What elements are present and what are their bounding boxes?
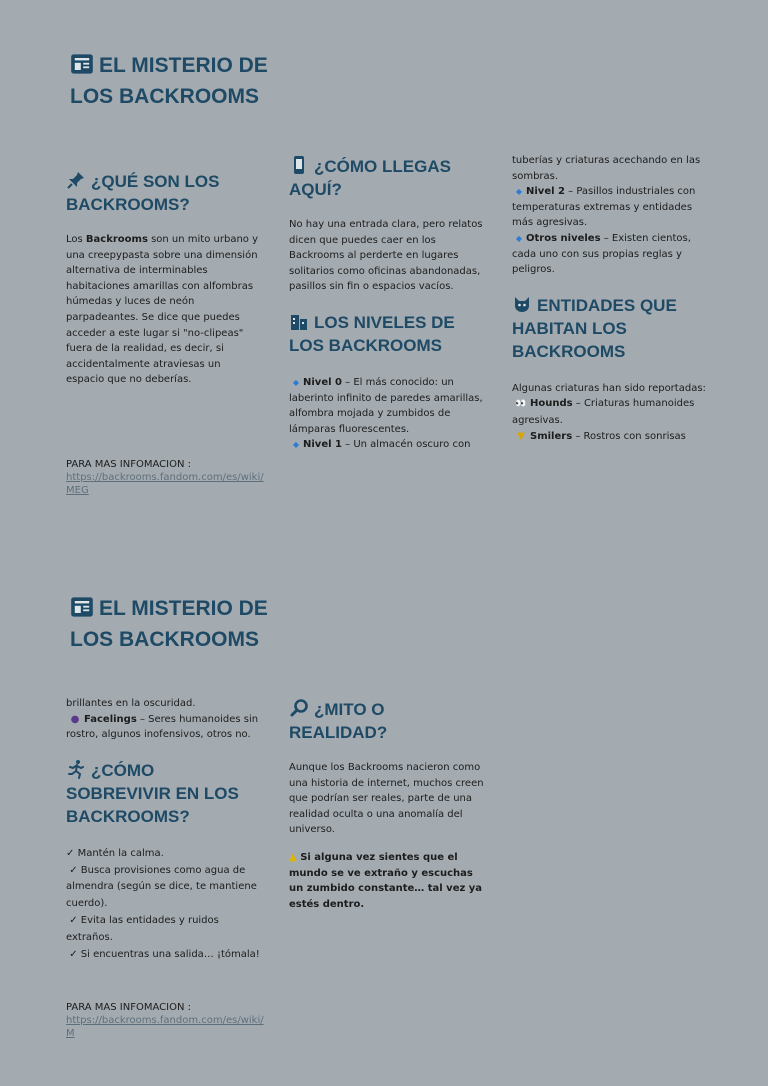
diamond-icon: ◆ — [515, 233, 523, 243]
check-icon: ✓ — [69, 864, 78, 876]
diamond-icon: ◆ — [292, 377, 300, 387]
level-list-continued: tuberías y criaturas acechando en las sombras. ◆ Nivel 2 – Pasillos industriales con temperaturas extremas y entidades más agresivas. ◆ Otros niveles – Existen cientos, cada uno con sus propias reglas y peligros. — [512, 153, 708, 278]
list-item: ◆ Nivel 0 – El más conocido: un laberinto infinito de paredes amarillas, alfombra mojada y zumbidos de lámparas fluorescentes. — [289, 376, 483, 435]
running-person-icon — [66, 759, 86, 779]
level-list — [289, 375, 484, 453]
cat-face-icon — [512, 294, 532, 314]
info-label: PARA MAS INFOMACION : — [66, 459, 191, 470]
page-title: EL MISTERIO DE LOS BACKROOMS — [70, 597, 268, 651]
list-item: ▼ Smilers – Rostros con sonrisas — [512, 429, 708, 445]
diamond-icon: ◆ — [515, 187, 523, 197]
person-silhouette-icon: ● — [70, 713, 80, 725]
section-heading-levels: LOS NIVELES DE LOS BACKROOMS — [289, 312, 455, 355]
entities-list-continued: brillantes en la oscuridad. ● Facelings – Seres humanoides sin rostro, algunos inofensivos, otros no. — [66, 696, 262, 743]
column-3 — [512, 153, 708, 444]
list-item: ◆ Nivel 2 – Pasillos industriales con temperaturas extremas y entidades más agresivas. — [512, 186, 696, 229]
check-icon: ✓ — [69, 948, 78, 960]
newspaper-icon — [70, 595, 94, 619]
info-link[interactable]: https://backrooms.fandom.com/es/wiki/M — [66, 1015, 264, 1039]
list-item: ◆ Otros niveles – Existen cientos, cada uno con sus propias reglas y peligros. — [512, 232, 691, 276]
info-block — [66, 1001, 270, 1040]
list-item: ✓ Mantén la calma. — [66, 847, 164, 859]
list-item: ◆ Nivel 1 – Un almacén oscuro con — [289, 437, 484, 453]
section-heading-survive: ¿CÓMO SOBREVIVIR EN LOS BACKROOMS? — [66, 760, 239, 826]
page-2 — [0, 543, 768, 1086]
check-icon: ✓ — [66, 847, 75, 859]
entities-list: Algunas criaturas han sido reportadas: 👀 Hounds – Criaturas humanoides agresivas. ▼ Smilers – Rostros con sonrisas — [512, 381, 708, 444]
diamond-icon: ◆ — [292, 440, 300, 450]
magnifying-glass-icon — [289, 698, 309, 718]
list-item: 👀 Hounds – Criaturas humanoides agresivas. — [512, 398, 695, 426]
list-item: ● Facelings – Seres humanoides sin rostro, algunos inofensivos, otros no. — [66, 713, 259, 741]
phone-icon — [289, 155, 309, 175]
buildings-icon — [289, 311, 309, 331]
paragraph-warning: ▲ Si alguna vez sientes que el mundo se ve extraño y escuchas un zumbido constante… tal vez ya estés dentro. — [289, 851, 483, 910]
medal-icon: ▼ — [517, 430, 525, 442]
list-item: ✓ Si encuentras una salida… ¡tómala! — [69, 948, 260, 960]
list-item: ✓ Evita las entidades y ruidos extraños. — [66, 914, 219, 943]
newspaper-icon — [70, 52, 94, 76]
info-label: PARA MAS INFOMACION : — [66, 1002, 191, 1013]
section-heading-what: ¿QUÉ SON LOS BACKROOMS? — [66, 172, 220, 214]
bell-icon: ▲ — [289, 851, 297, 863]
paragraph-how: No hay una entrada clara, pero relatos dicen que puedes caer en los Backrooms al perderte en lugares solitarios como oficinas abandonadas, pasillos sin fin o espacios vacíos. — [289, 219, 483, 293]
column-1 — [66, 170, 258, 388]
paragraph-what: Los Backrooms son un mito urbano y una creepypasta sobre una dimensión alternativa de interminables habitaciones amarillas con alfombras húmedas y luces de neón parpadeantes. Se dice que puedes acceder a este lugar si "no-clipeas" fuera de la realidad, es decir, si accidentalmente atraviesas un espacio que no deberías. — [66, 234, 258, 386]
check-icon: ✓ — [69, 914, 78, 926]
page-title: EL MISTERIO DE LOS BACKROOMS — [70, 54, 268, 108]
pushpin-icon — [66, 170, 86, 190]
column-1 — [66, 696, 262, 963]
list-item: ✓ Busca provisiones como agua de almendra (según se dice, te mantiene cuerdo). — [66, 864, 257, 910]
section-heading-how: ¿CÓMO LLEGAS AQUÍ? — [289, 157, 451, 199]
info-block — [66, 458, 270, 497]
paragraph-myth: Aunque los Backrooms nacieron como una historia de internet, muchos creen que podrían ser reales, parte de una realidad oculta o una anomalía del universo. — [289, 762, 484, 836]
tips-list — [66, 846, 262, 964]
column-2 — [289, 155, 484, 453]
eyes-icon: 👀 — [515, 399, 527, 410]
section-heading-myth: ¿MITO O REALIDAD? — [289, 700, 388, 742]
column-2 — [289, 698, 484, 912]
info-link[interactable]: https://backrooms.fandom.com/es/wiki/MEG — [66, 472, 264, 496]
section-heading-entities: ENTIDADES QUE HABITAN LOS BACKROOMS — [512, 295, 677, 361]
